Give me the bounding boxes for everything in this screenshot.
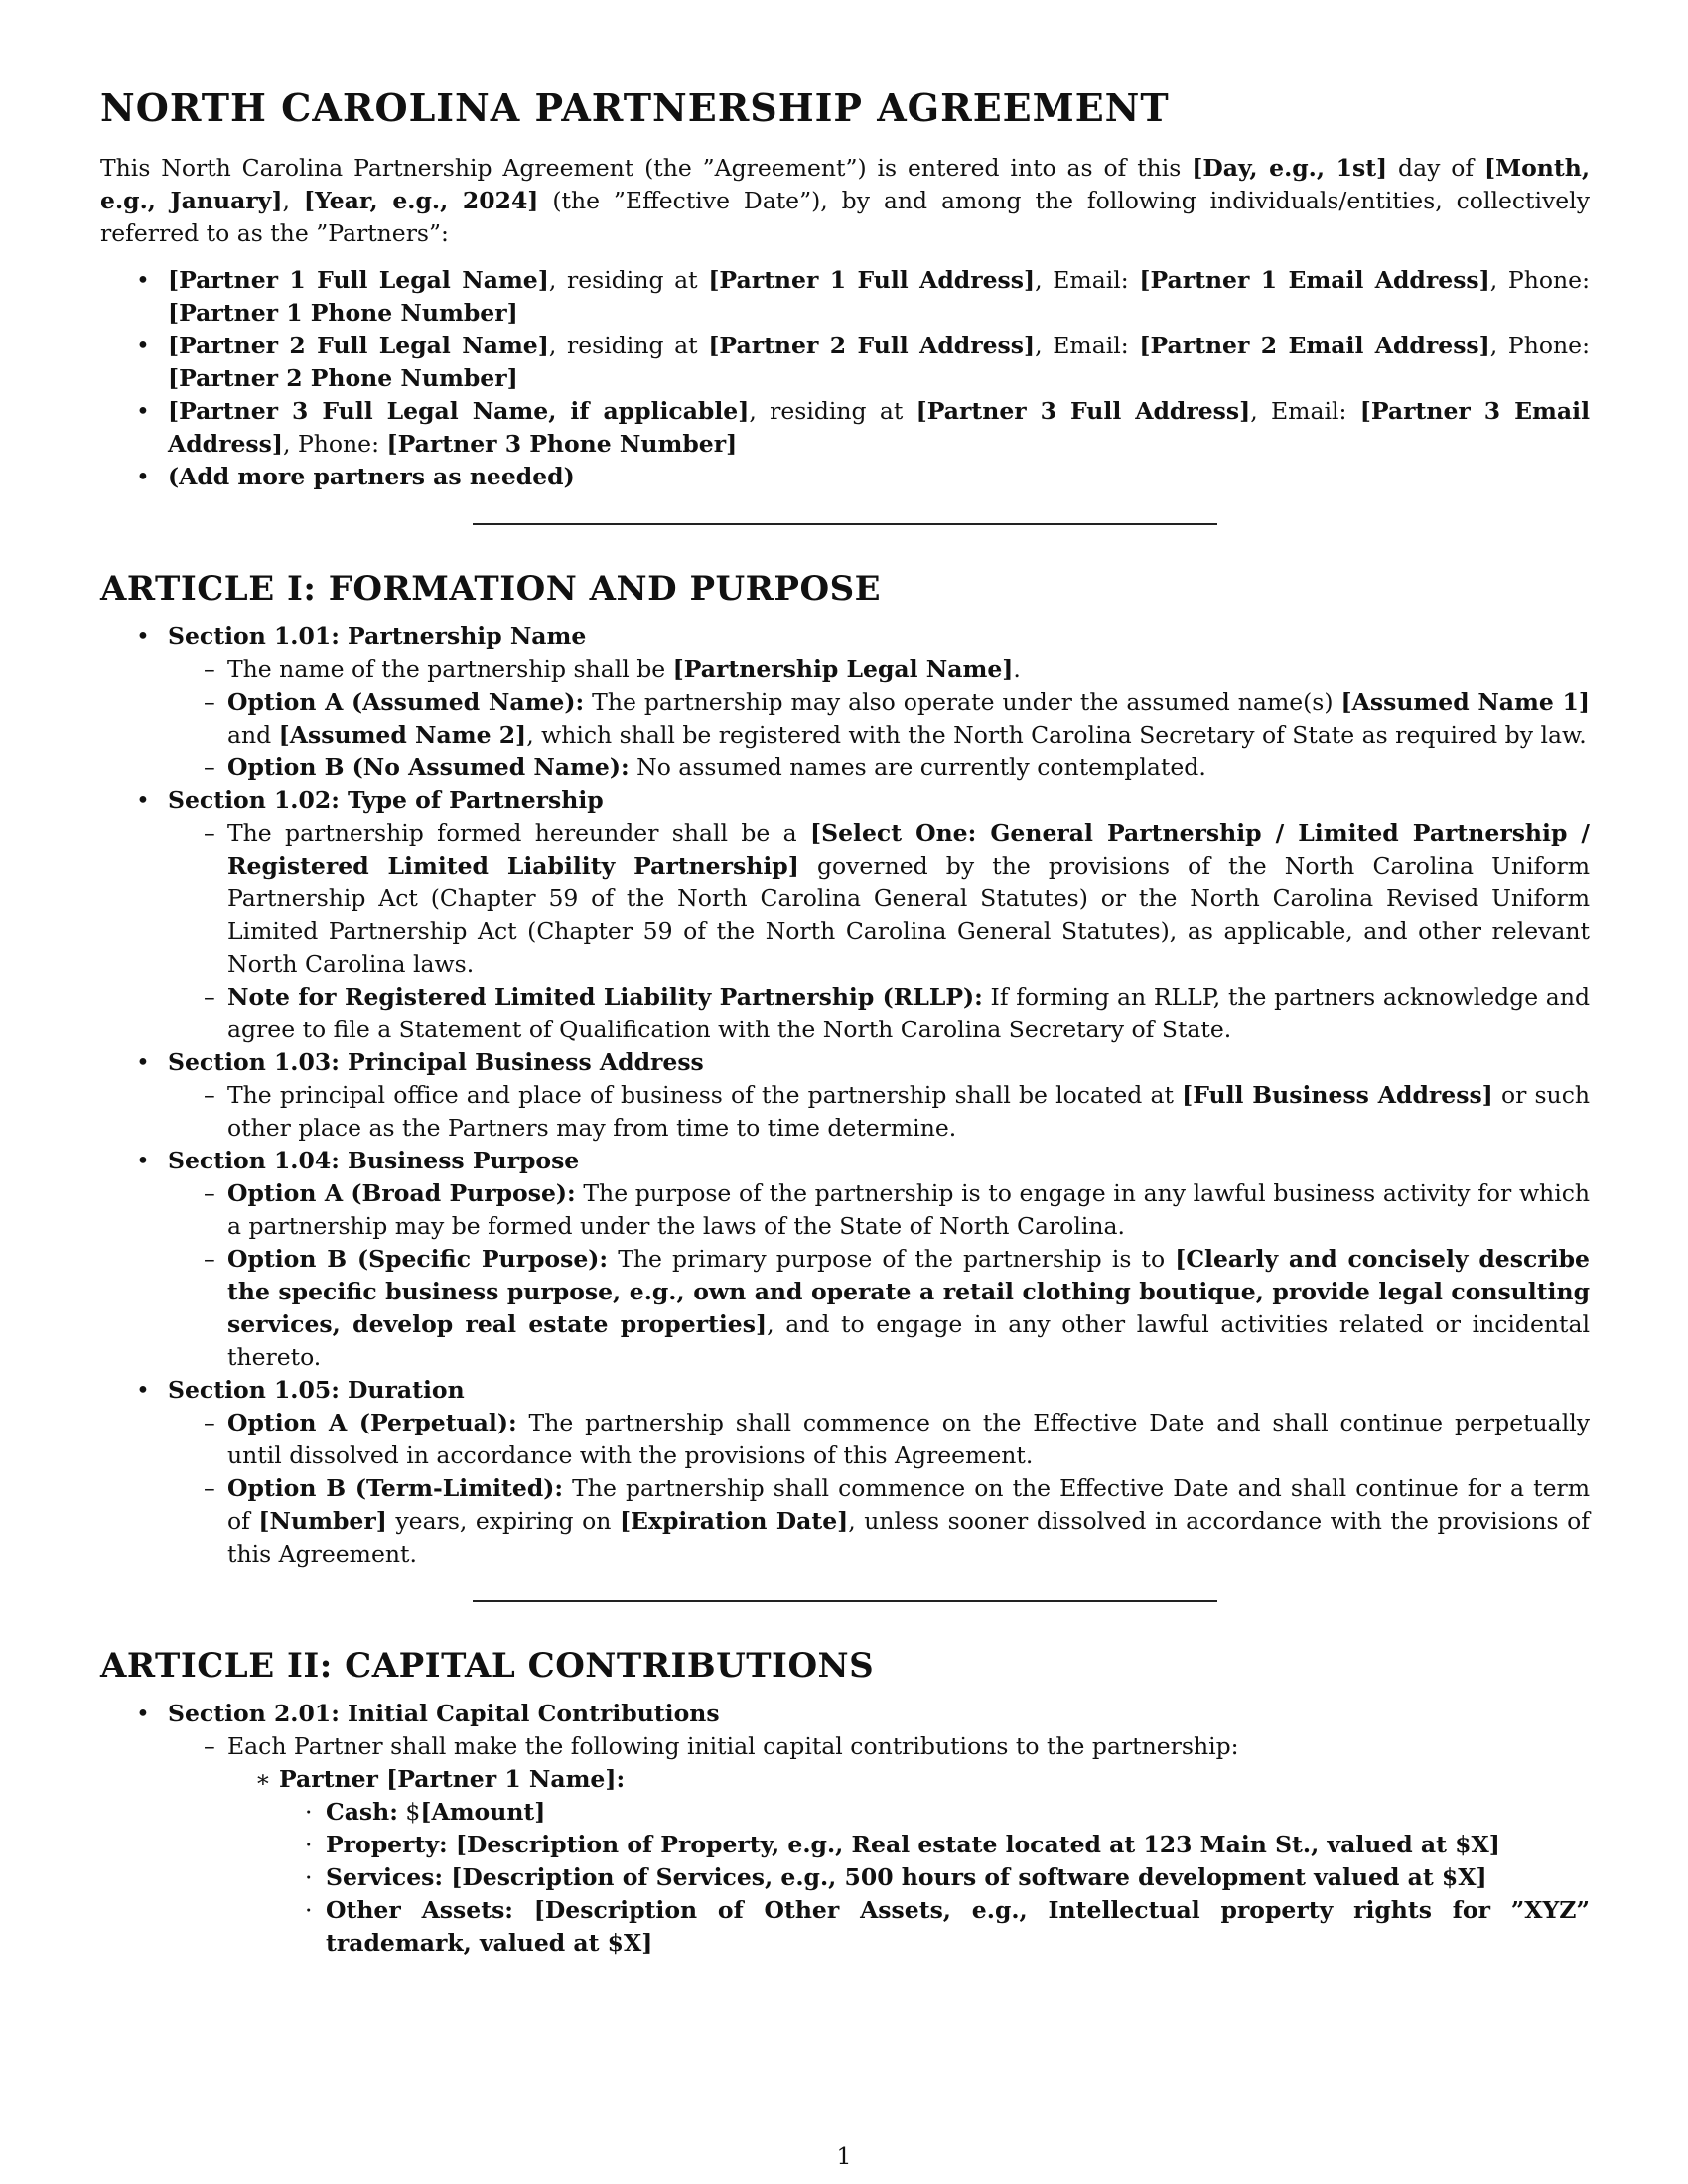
section-text: $	[397, 1798, 421, 1826]
option-label: Note for Registered Limited Liability Partnership (RLLP):	[227, 983, 983, 1011]
section-title: Section 2.01: Initial Capital Contributions	[168, 1700, 720, 1727]
option-label: Option B (Specific Purpose):	[227, 1245, 609, 1273]
partner-item	[100, 264, 1590, 330]
section-text: The primary purpose of the partnership is to	[608, 1245, 1176, 1273]
section-text: No assumed names are currently contemplated.	[629, 753, 1206, 781]
article-1-heading: ARTICLE I: FORMATION AND PURPOSE	[100, 569, 882, 609]
section-2-01	[100, 1698, 1590, 1960]
partner-item	[100, 330, 1590, 395]
section-text: and	[227, 721, 279, 749]
section-text: , unless sooner dissolved in accordance with the provisions of this Agreement.	[227, 1507, 1590, 1568]
partner-text: , Phone:	[1489, 332, 1590, 359]
section-1-04	[100, 1145, 1590, 1374]
section-text: , which shall be registered with the North Carolina Secretary of State as required by law.	[526, 721, 1587, 749]
partner-text: , Email:	[1035, 266, 1140, 294]
placeholder: [Clearly and concisely describe the specific business purpose, e.g., own and operate a retail clothing boutique, provide legal consulting services, develop real estate properties]	[227, 1245, 1590, 1338]
section-text: Each Partner shall make the following initial capital contributions to the partnership:	[227, 1732, 1239, 1760]
contribution-label: Other Assets:	[326, 1896, 513, 1924]
add-more-partners-note	[100, 461, 1590, 493]
article-2-heading: ARTICLE II: CAPITAL CONTRIBUTIONS	[100, 1646, 875, 1686]
article-1-sections	[100, 620, 1590, 1570]
contribution-label: Property:	[326, 1831, 448, 1858]
section-item	[168, 1407, 1590, 1472]
section-1-05	[100, 1374, 1590, 1570]
section-item	[168, 981, 1590, 1046]
section-text: The partnership formed hereunder shall be a	[227, 819, 810, 847]
year-placeholder: [Year, e.g., 2024]	[303, 187, 539, 214]
section-item	[168, 1472, 1590, 1570]
section-1-03	[100, 1046, 1590, 1145]
section-text: If forming an RLLP, the partners acknowledge and agree to file a Statement of Qualification with the North Carolina Secretary of State.	[227, 983, 1590, 1043]
section-item	[168, 1177, 1590, 1243]
section-text: The purpose of the partnership is to engage in any lawful business activity for which a partnership may be formed under the laws of the State of North Carolina.	[227, 1179, 1591, 1240]
placeholder: [Assumed Name 1]	[1340, 688, 1590, 716]
partner-item	[100, 395, 1590, 461]
partner-text: , Email:	[1250, 397, 1360, 425]
section-item	[168, 751, 1590, 784]
placeholder: [Description of Other Assets, e.g., Intellectual property rights for ”XYZ” trademark, valued at $X]	[326, 1896, 1590, 1957]
partner-list	[100, 264, 1590, 493]
partner-email: [Partner 1 Email Address]	[1139, 266, 1490, 294]
section-text: The partnership shall commence on the Effective Date and shall continue perpetually until dissolved in accordance with the provisions of this Agreement.	[227, 1409, 1590, 1469]
section-text: .	[1013, 655, 1021, 683]
partner-text: , Phone:	[283, 430, 387, 458]
section-text: or such other place as the Partners may from time to time determine.	[227, 1081, 1590, 1142]
option-label: Option A (Broad Purpose):	[227, 1179, 576, 1207]
intro-text: (the ”Effective Date”), by and among the following individuals/entities, collectively referred to as the ”Partners”:	[100, 187, 1590, 247]
section-item	[168, 817, 1590, 981]
option-label: Option A (Perpetual):	[227, 1409, 517, 1436]
placeholder: [Amount]	[420, 1798, 546, 1826]
partner-name: [Partner 3 Full Legal Name, if applicable]	[168, 397, 750, 425]
section-text: governed by the provisions of the North Carolina Uniform Partnership Act (Chapter 59 of the North Carolina General Statutes) or the North Carolina Revised Uniform Limited Partnership Act (Chapter 59 of the North Carolina General Statutes), as applicable, and other relevant North Carolina laws.	[227, 852, 1590, 978]
document-title: NORTH CAROLINA PARTNERSHIP AGREEMENT	[100, 85, 1170, 130]
placeholder: [Assumed Name 2]	[278, 721, 527, 749]
placeholder: [Expiration Date]	[619, 1507, 849, 1535]
contribution-cash	[279, 1796, 1590, 1829]
day-placeholder: [Day, e.g., 1st]	[1192, 154, 1388, 182]
partner-email: [Partner 2 Email Address]	[1139, 332, 1490, 359]
section-title: Section 1.01: Partnership Name	[168, 622, 587, 650]
intro-text: This North Carolina Partnership Agreement (the ”Agreement”) is entered into as of this	[100, 154, 1193, 182]
partner-address: [Partner 2 Full Address]	[708, 332, 1036, 359]
contribution-label: Cash:	[326, 1798, 398, 1826]
option-label: Option B (Term-Limited):	[227, 1474, 564, 1502]
partner-phone: [Partner 3 Phone Number]	[386, 430, 738, 458]
partner-address: [Partner 1 Full Address]	[708, 266, 1036, 294]
contribution-property	[279, 1829, 1590, 1861]
section-item	[168, 1079, 1590, 1145]
intro-text: day of	[1387, 154, 1484, 182]
partner-name: [Partner 1 Full Legal Name]	[168, 266, 549, 294]
partner-text: , residing at	[548, 332, 709, 359]
contribution-services	[279, 1861, 1590, 1894]
contribution-other-assets	[279, 1894, 1590, 1960]
section-text: years, expiring on	[386, 1507, 620, 1535]
section-text: The principal office and place of business of the partnership shall be located at	[227, 1081, 1183, 1109]
section-1-02	[100, 784, 1590, 1046]
partner-address: [Partner 3 Full Address]	[915, 397, 1251, 425]
contribution-label: Services:	[326, 1863, 444, 1891]
section-title: Section 1.04: Business Purpose	[168, 1147, 580, 1174]
intro-paragraph	[100, 152, 1590, 250]
option-label: Option B (No Assumed Name):	[227, 753, 630, 781]
placeholder: [Description of Property, e.g., Real estate located at 123 Main St., valued at $X]	[447, 1831, 1500, 1858]
add-more-text: (Add more partners as needed)	[168, 463, 575, 490]
placeholder: [Full Business Address]	[1182, 1081, 1493, 1109]
partner-text: , residing at	[548, 266, 709, 294]
section-item	[168, 1243, 1590, 1374]
section-title: Section 1.03: Principal Business Address	[168, 1048, 704, 1076]
section-text: , and to engage in any other lawful activities related or incidental thereto.	[227, 1310, 1590, 1371]
partner-name: [Partner 2 Full Legal Name]	[168, 332, 549, 359]
section-item	[168, 653, 1590, 686]
section-title: Section 1.05: Duration	[168, 1376, 465, 1404]
month-placeholder: [Month, e.g., January]	[100, 154, 1590, 214]
partner-text: , Phone:	[1489, 266, 1590, 294]
section-text: The name of the partnership shall be	[227, 655, 673, 683]
section-title: Section 1.02: Type of Partnership	[168, 786, 604, 814]
option-label: Option A (Assumed Name):	[227, 688, 585, 716]
placeholder: [Partnership Legal Name]	[672, 655, 1014, 683]
intro-text: ,	[282, 187, 304, 214]
partner-text: , residing at	[749, 397, 916, 425]
section-text: The partnership shall commence on the Effective Date and shall continue for a term of	[227, 1474, 1590, 1535]
article-2-sections	[100, 1698, 1590, 1960]
page-number: 1	[836, 2142, 852, 2170]
placeholder: [Select One: General Partnership / Limited Partnership / Registered Limited Liability Partnership]	[227, 819, 1591, 880]
document-page	[100, 85, 1590, 1960]
section-item	[168, 686, 1590, 751]
partner-label: Partner [Partner 1 Name]:	[279, 1765, 626, 1793]
partner-phone: [Partner 1 Phone Number]	[168, 299, 518, 327]
section-item	[168, 1730, 1590, 1960]
partner-contribution	[227, 1763, 1590, 1960]
placeholder: [Number]	[258, 1507, 387, 1535]
section-text: The partnership may also operate under the assumed name(s)	[584, 688, 1341, 716]
partner-phone: [Partner 2 Phone Number]	[168, 364, 518, 392]
section-1-01	[100, 620, 1590, 784]
placeholder: [Description of Services, e.g., 500 hours of software development valued at $X]	[443, 1863, 1487, 1891]
partner-email: [Partner 3 Email Address]	[168, 397, 1590, 458]
partner-text: , Email:	[1035, 332, 1140, 359]
